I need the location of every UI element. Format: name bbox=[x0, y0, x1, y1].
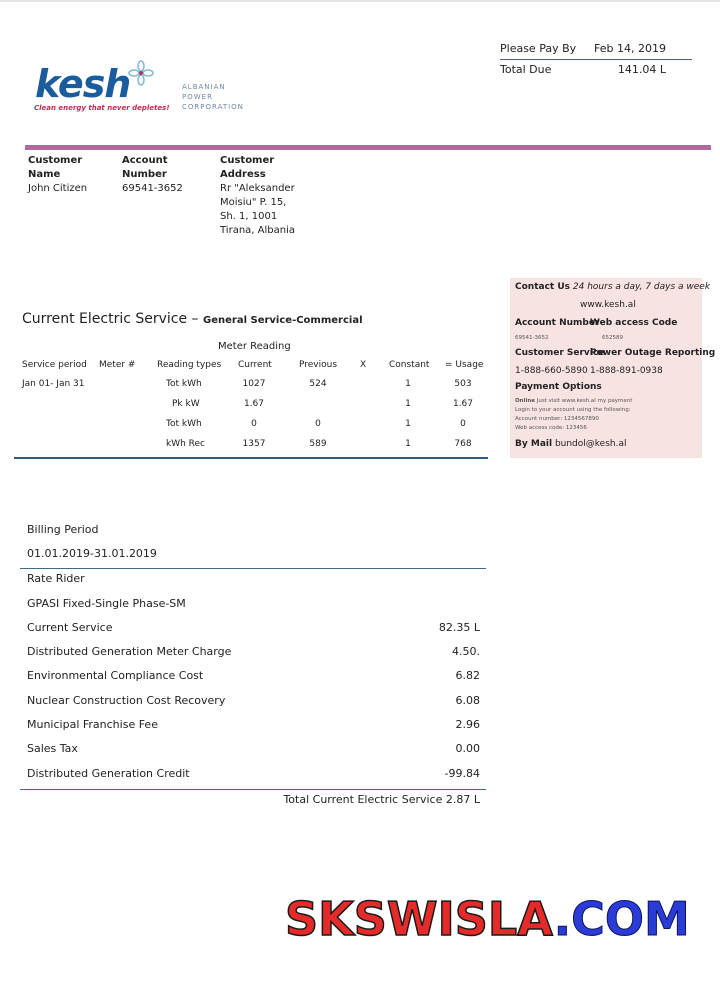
col-header-current: Current bbox=[238, 360, 272, 370]
account-label-2: Number bbox=[122, 169, 167, 180]
col-header-meter: Meter # bbox=[99, 360, 136, 370]
row-1-type: Tot kWh bbox=[166, 379, 202, 389]
due-divider bbox=[500, 59, 692, 60]
charge-2-label: Current Service bbox=[27, 621, 113, 634]
address-line-2: Moisiu" P. 15, bbox=[220, 197, 287, 208]
web-access-text: Web access code: 123456 bbox=[515, 425, 587, 431]
charge-5-label: Nuclear Construction Cost Recovery bbox=[27, 694, 226, 707]
mail-value[interactable]: bundol@kesh.al bbox=[554, 439, 627, 449]
top-border bbox=[0, 0, 720, 2]
row-1-constant: 1 bbox=[405, 379, 411, 389]
charge-2-value: 82.35 L bbox=[438, 621, 480, 634]
row-3-type: Tot kWh bbox=[166, 419, 202, 429]
payment-options-title: Payment Options bbox=[515, 382, 602, 392]
meter-reading-label: Meter Reading bbox=[218, 341, 291, 352]
mail-label: By Mail bbox=[515, 439, 553, 449]
col-header-x: X bbox=[360, 360, 367, 370]
charge-7-label: Sales Tax bbox=[27, 742, 78, 755]
charge-4-value: 6.82 bbox=[455, 669, 480, 682]
rate-rider-label: Rate Rider bbox=[27, 572, 85, 585]
charge-7-value: 0.00 bbox=[455, 742, 480, 755]
mail-payment-line bbox=[515, 439, 626, 449]
address-line-1: Rr "Aleksander bbox=[220, 183, 295, 194]
row-4-type: kWh Rec bbox=[166, 439, 206, 449]
charge-3-label: Distributed Generation Meter Charge bbox=[27, 645, 232, 658]
charge-1-label: GPASI Fixed-Single Phase-SM bbox=[27, 597, 186, 610]
account-number: 69541-3652 bbox=[122, 183, 183, 194]
col-header-usage: = Usage bbox=[445, 360, 484, 370]
address-block bbox=[220, 154, 295, 238]
address-line-3: Sh. 1, 1001 bbox=[220, 211, 278, 222]
service-table-divider bbox=[14, 457, 488, 459]
row-3-current: 0 bbox=[251, 419, 257, 429]
contact-hours: 24 hours a day, 7 days a week bbox=[572, 282, 711, 292]
pay-by-date: Feb 14, 2019 bbox=[594, 42, 666, 55]
acct-number-text: Account number: 1234567890 bbox=[515, 416, 599, 422]
corp-line-2: POWER bbox=[182, 93, 213, 101]
due-summary bbox=[500, 40, 692, 79]
pay-by-label: Please Pay By bbox=[500, 42, 577, 55]
customer-service-phone: 1-888-660-5890 bbox=[515, 366, 588, 376]
customer-service-label: Customer Service bbox=[515, 348, 605, 358]
service-subtitle: General Service-Commercial bbox=[203, 315, 363, 326]
row-3-previous: 0 bbox=[315, 419, 321, 429]
logo-tagline: Clean energy that never depletes! bbox=[34, 104, 170, 112]
row-4-current: 1357 bbox=[242, 439, 266, 449]
account-block bbox=[122, 154, 183, 196]
customer-name-block bbox=[28, 154, 87, 196]
outage-phone: 1-888-891-0938 bbox=[590, 366, 663, 376]
total-current-service-label: Total Current Electric Service bbox=[283, 793, 443, 806]
total-current-service-value: 2.87 L bbox=[445, 793, 480, 806]
account-label-1: Account bbox=[122, 155, 168, 166]
service-title bbox=[22, 311, 363, 327]
row-3-usage: 0 bbox=[460, 419, 466, 429]
row-2-constant: 1 bbox=[405, 399, 411, 409]
charge-6-label: Municipal Franchise Fee bbox=[27, 718, 158, 731]
service-title-main: Current Electric Service – bbox=[22, 311, 199, 327]
col-header-constant: Constant bbox=[389, 360, 430, 370]
address-label-2: Address bbox=[220, 169, 266, 180]
contact-box bbox=[510, 278, 716, 458]
contact-web-code-value: 652589 bbox=[602, 335, 623, 341]
watermark bbox=[285, 892, 690, 946]
contact-account-label: Account Number bbox=[515, 318, 600, 328]
corp-line-1: ALBANIAN bbox=[182, 83, 226, 91]
row-4-previous: 589 bbox=[309, 439, 327, 449]
total-current-service bbox=[283, 793, 480, 806]
charge-6-value: 2.96 bbox=[455, 718, 480, 731]
outage-label: Power Outage Reporting bbox=[590, 348, 716, 358]
billing-divider-top bbox=[20, 568, 486, 569]
charge-5-value: 6.08 bbox=[455, 694, 480, 707]
watermark-part-2: .COM bbox=[553, 892, 690, 946]
company-logo bbox=[30, 60, 250, 120]
row-1-previous: 524 bbox=[309, 379, 327, 389]
address-line-4: Tirana, Albania bbox=[220, 225, 295, 236]
contact-web-code-label: Web access Code bbox=[590, 318, 678, 328]
billing-period-label: Billing Period bbox=[27, 523, 99, 536]
row-1-usage: 503 bbox=[454, 379, 472, 389]
name-label-1: Customer bbox=[28, 155, 83, 166]
logo-wordmark: kesh bbox=[35, 62, 131, 106]
flower-icon bbox=[128, 60, 154, 86]
customer-name: John Citizen bbox=[28, 183, 88, 194]
service-period: Jan 01- Jan 31 bbox=[22, 379, 85, 389]
contact-account-value: 69541-3652 bbox=[515, 335, 549, 341]
charge-3-value: 4.50. bbox=[452, 645, 480, 658]
address-label-1: Customer bbox=[220, 155, 275, 166]
logo-corporation bbox=[182, 82, 244, 112]
login-text: Login to your account using the following: bbox=[515, 407, 631, 413]
header-divider bbox=[25, 145, 711, 150]
pay-by-row bbox=[500, 40, 692, 58]
corp-line-3: CORPORATION bbox=[182, 103, 244, 111]
charge-8-value: -99.84 bbox=[444, 767, 480, 780]
billing-divider-bottom bbox=[20, 789, 486, 790]
total-due-row bbox=[500, 61, 692, 79]
contact-heading bbox=[515, 282, 710, 292]
online-label: Online bbox=[515, 398, 536, 404]
watermark-part-1: SKSWISLA bbox=[285, 892, 554, 946]
row-4-constant: 1 bbox=[405, 439, 411, 449]
col-header-previous: Previous bbox=[299, 360, 338, 370]
row-2-usage: 1.67 bbox=[452, 399, 474, 409]
row-2-type: Pk kW bbox=[172, 399, 200, 409]
charge-4-label: Environmental Compliance Cost bbox=[27, 669, 204, 682]
row-1-current: 1027 bbox=[242, 379, 266, 389]
row-4-usage: 768 bbox=[454, 439, 472, 449]
online-text: Just visit www.kesh.al my payment bbox=[536, 398, 633, 404]
total-due-label: Total Due bbox=[500, 63, 552, 76]
name-label-2: Name bbox=[28, 169, 61, 180]
total-due-value: 141.04 L bbox=[617, 63, 666, 76]
charge-8-label: Distributed Generation Credit bbox=[27, 767, 190, 780]
col-header-period: Service period bbox=[22, 360, 87, 370]
contact-website[interactable]: www.kesh.al bbox=[580, 300, 636, 310]
col-header-reading-type: Reading types bbox=[157, 360, 222, 370]
contact-title: Contact Us bbox=[515, 282, 571, 292]
online-payment-line bbox=[515, 398, 632, 404]
row-3-constant: 1 bbox=[405, 419, 411, 429]
row-2-current: 1.67 bbox=[243, 399, 265, 409]
billing-period-value: 01.01.2019-31.01.2019 bbox=[27, 547, 157, 560]
